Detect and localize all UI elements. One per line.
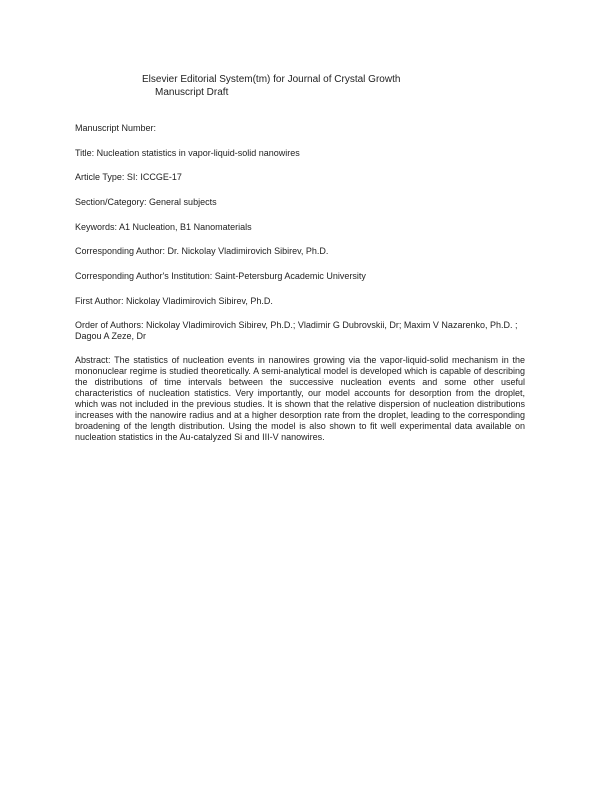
- order-of-authors: Order of Authors: Nickolay Vladimirovich Sibirev, Ph.D.; Vladimir G Dubrovskii, Dr; Maxim V Nazarenko, Ph.D. ; Dagou A Zeze, Dr: [75, 320, 518, 341]
- system-title: Elsevier Editorial System(tm) for Journal of Crystal Growth: [142, 74, 401, 85]
- manuscript-number: Manuscript Number:: [75, 123, 157, 133]
- author-institution: Corresponding Author's Institution: Saint-Petersburg Academic University: [75, 271, 366, 281]
- corresponding-author: Corresponding Author: Dr. Nickolay Vladimirovich Sibirev, Ph.D.: [75, 246, 329, 256]
- section-category: Section/Category: General subjects: [75, 197, 217, 207]
- first-author: First Author: Nickolay Vladimirovich Sibirev, Ph.D.: [75, 296, 273, 306]
- draft-label: Manuscript Draft: [155, 87, 229, 98]
- abstract: Abstract: The statistics of nucleation events in nanowires growing via the vapor-liquid-solid mechanism in the mononuclear regime is studied theoretically. A semi-analytical model is developed which is capable of describing the distributions of time intervals between the successive nucleation events and some other useful characteristics of nucleation statistics. Very importantly, our model accounts for desorption from the droplet, which was not included in the previous studies. It is shown that the relative dispersion of nucleation distributions increases with the nanowire radius and at a higher desorption rate from the droplet, leading to the corresponding broadening of the length distribution. Using the model is also shown to fit well experimental data available on nucleation statistics in the Au-catalyzed Si and III-V nanowires.: [75, 355, 525, 442]
- manuscript-title: Title: Nucleation statistics in vapor-liquid-solid nanowires: [75, 148, 300, 158]
- keywords: Keywords: A1 Nucleation, B1 Nanomaterials: [75, 222, 252, 232]
- article-type: Article Type: SI: ICCGE-17: [75, 172, 182, 182]
- document-header: [142, 73, 400, 99]
